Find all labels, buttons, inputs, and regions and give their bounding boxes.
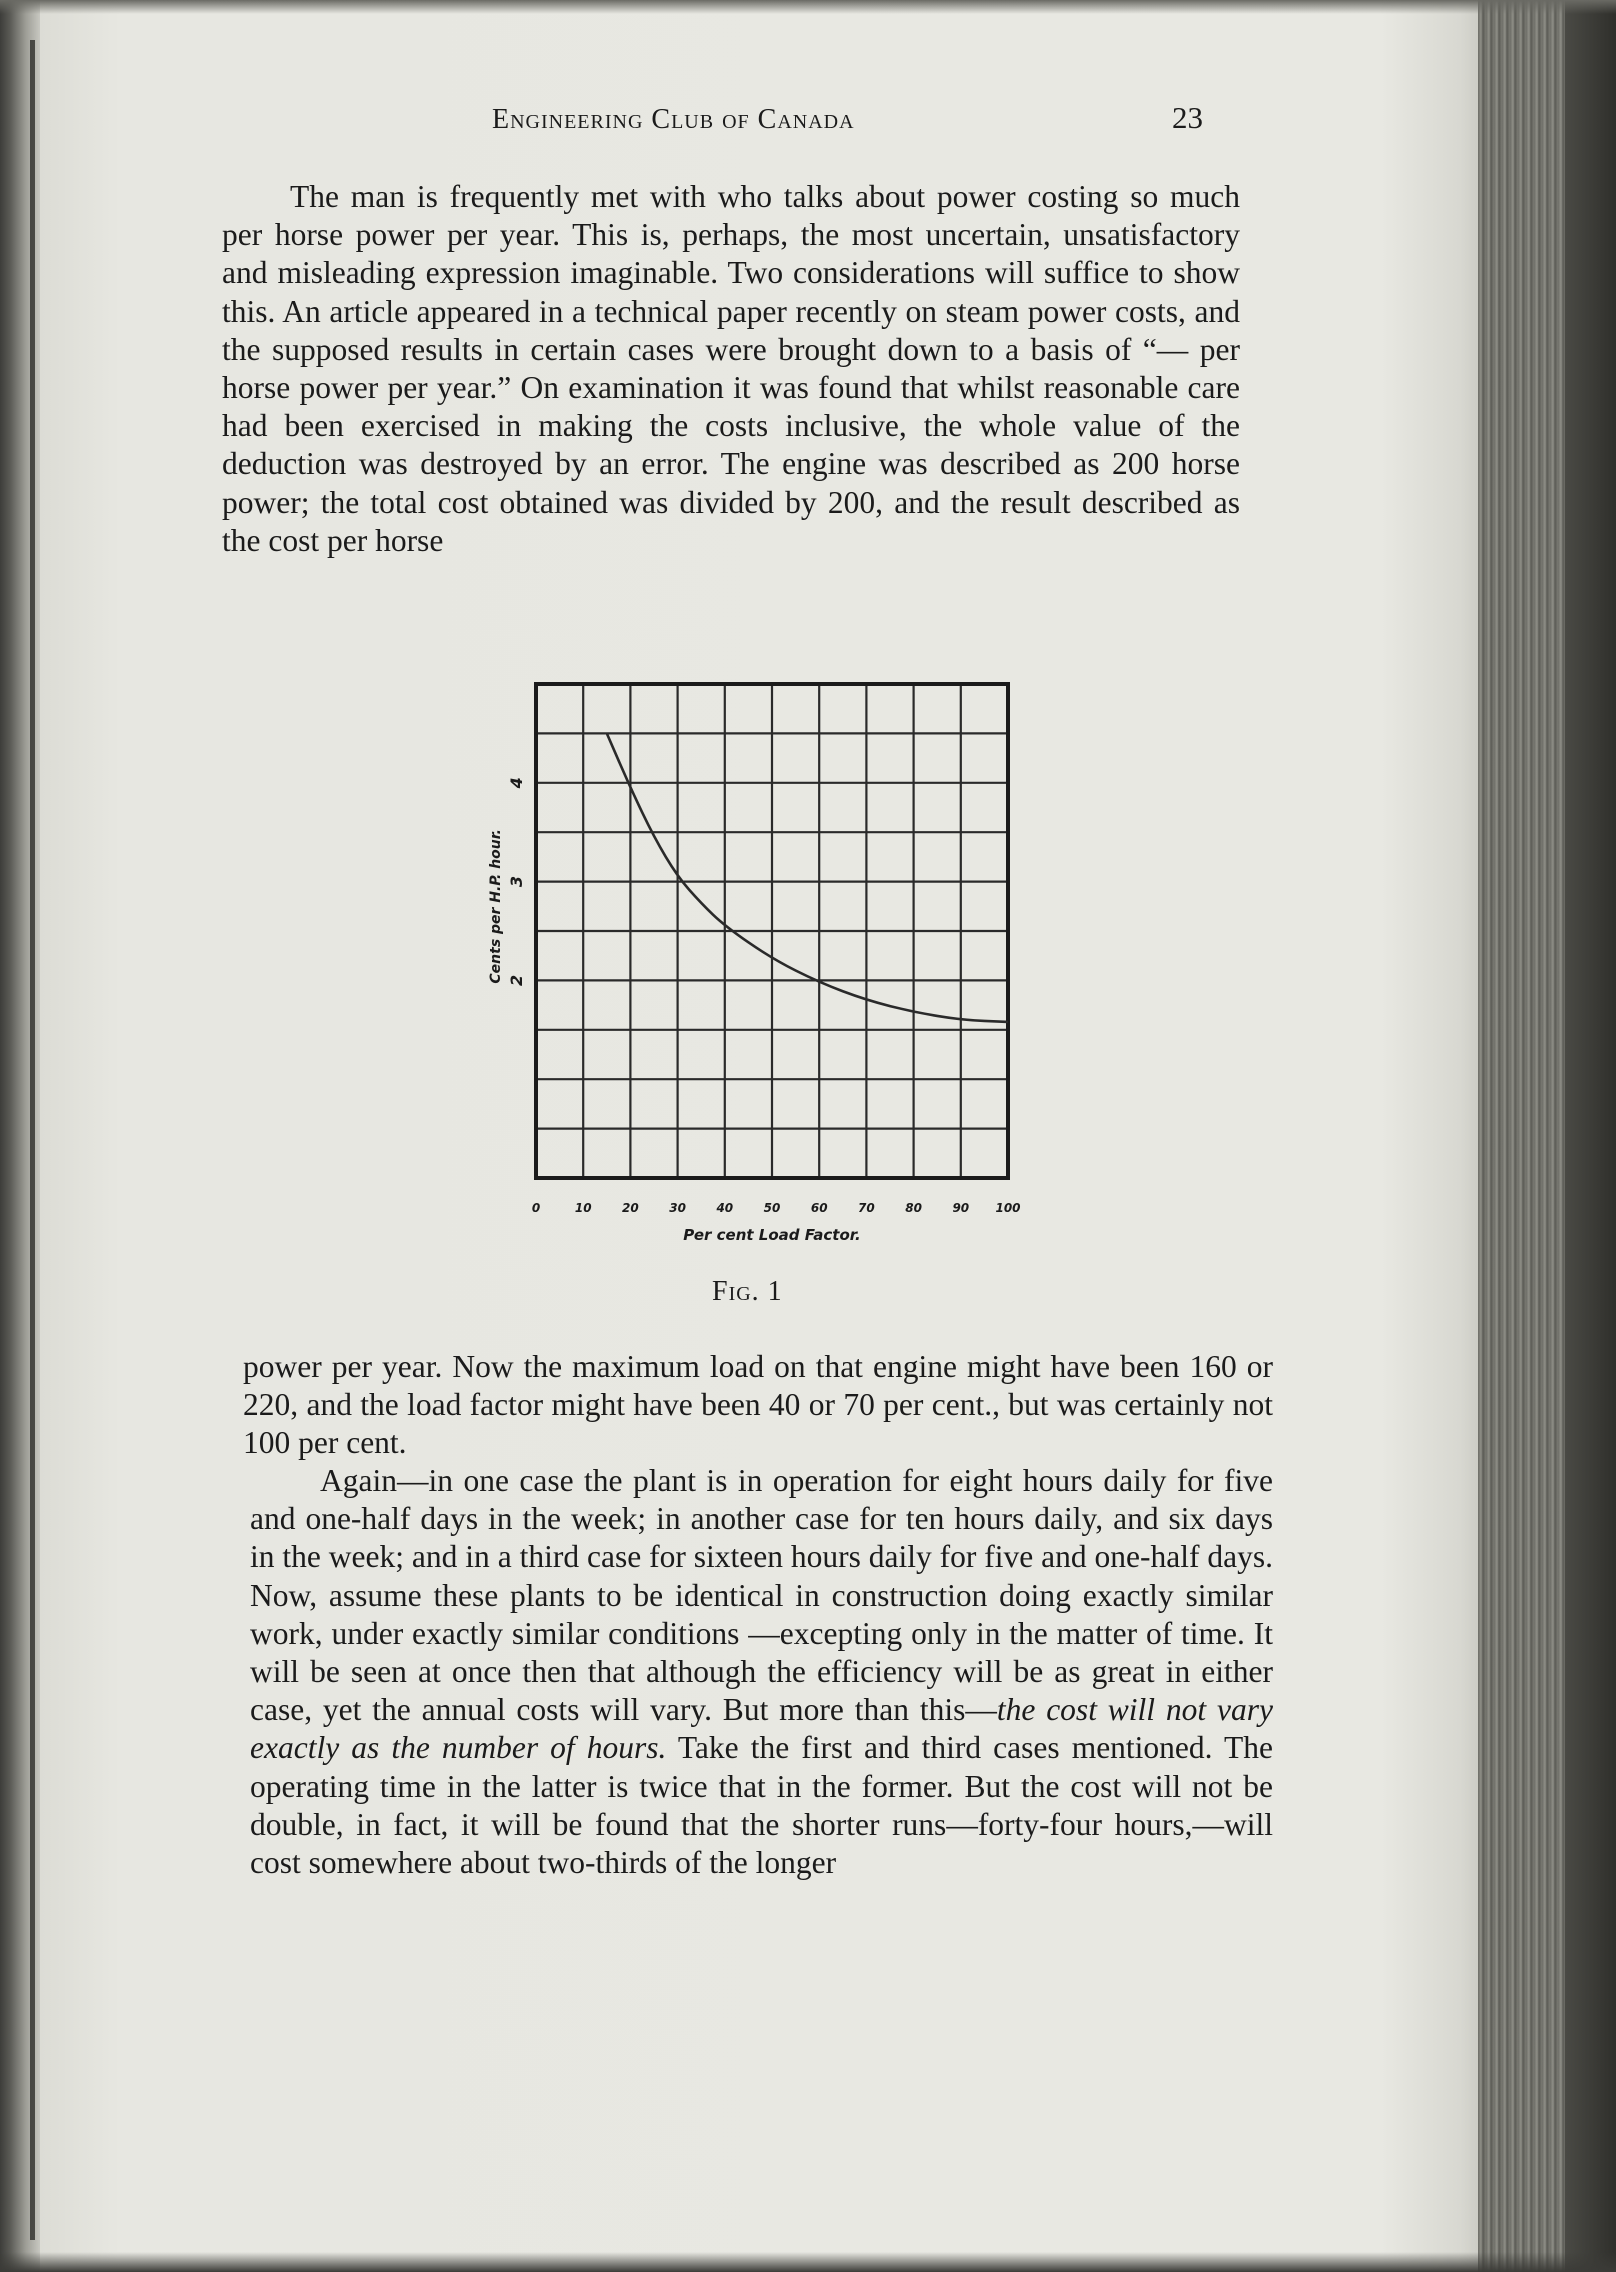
x-tick-label: 90 <box>952 1201 970 1215</box>
book-cover-edge <box>1565 0 1616 2272</box>
x-tick-label: 70 <box>858 1201 875 1215</box>
x-tick-label: 100 <box>995 1201 1021 1215</box>
chart-grid <box>536 684 1008 1178</box>
x-tick-label: 50 <box>763 1201 781 1215</box>
x-tick-label: 0 <box>531 1201 541 1215</box>
figure-caption: Fig. 1 <box>712 1276 783 1307</box>
top-shadow <box>0 0 1616 14</box>
paragraph-text-before-italic: Again—in one case the plant is in operation for eight hours daily for five and one-half days in the week; in another case for ten hours daily, and six days in the week; and in a third case for sixteen hours daily for five and one-half days. Now, assume these plants to be identical in construction doing exactly similar work, under exactly similar conditions —excepting only in the matter of time. It will be seen at once then that although the efficiency will be as great in either case, yet the annual costs will vary. But more than this— <box>250 1463 1273 1728</box>
x-tick-label: 20 <box>622 1201 639 1215</box>
x-tick-label: 80 <box>905 1201 922 1215</box>
x-axis-label: Per cent Load Factor. <box>683 1226 861 1244</box>
running-head: Engineering Club of Canada <box>492 104 855 135</box>
paragraph-bottom-2 <box>250 1462 1273 1882</box>
series-line <box>607 733 1008 1021</box>
x-tick-label: 60 <box>810 1201 828 1215</box>
paragraph-text-after-italic: Take the first and third cases mentioned. The operating time in the latter is twice that in the former. But the cost will not be double, in fact, it will be found that the shorter runs—forty-four hours,—will cost somewhere about two-thirds of the longer <box>250 1730 1274 1881</box>
x-tick-label: 40 <box>716 1201 734 1215</box>
page-number: 23 <box>1172 100 1203 135</box>
x-tick-label: 30 <box>669 1201 686 1215</box>
y-tick-label: 2 <box>507 974 526 986</box>
y-tick-labels <box>507 777 526 986</box>
x-tick-labels <box>532 1201 1021 1215</box>
y-tick-label: 3 <box>507 876 526 888</box>
binding-edge <box>30 40 35 2240</box>
y-tick-label: 4 <box>507 777 526 789</box>
figure-1-chart <box>470 660 1030 1260</box>
paragraph-bottom-1: power per year. Now the maximum load on that engine might have been 160 or 220, and the load factor might have been 40 or 70 per cent., but was certainly not 100 per cent. <box>243 1349 1273 1461</box>
paragraph-top: The man is frequently met with who talks about power costing so much per horse power per year. This is, perhaps, the most uncertain, unsatisfactory and misleading expression imaginable. Two considerations will suffice to show this. An article appeared in a technical paper recently on steam power costs, and the supposed results in certain cases were brought down to a basis of “— per horse power per year.” On examination it was found that whilst reasonable care had been exercised in making the costs inclusive, the whole value of the deduction was destroyed by an error. The engine was described as 200 horse power; the total cost obtained was divided by 200, and the result described as the cost per horse <box>222 179 1240 558</box>
x-tick-label: 10 <box>574 1201 592 1215</box>
paragraph-italic-text: the cost will not vary exactly as the number of hours. <box>250 1692 1273 1766</box>
bottom-shadow <box>0 2252 1616 2272</box>
y-axis-label: Cents per H.P. hour. <box>488 829 504 984</box>
